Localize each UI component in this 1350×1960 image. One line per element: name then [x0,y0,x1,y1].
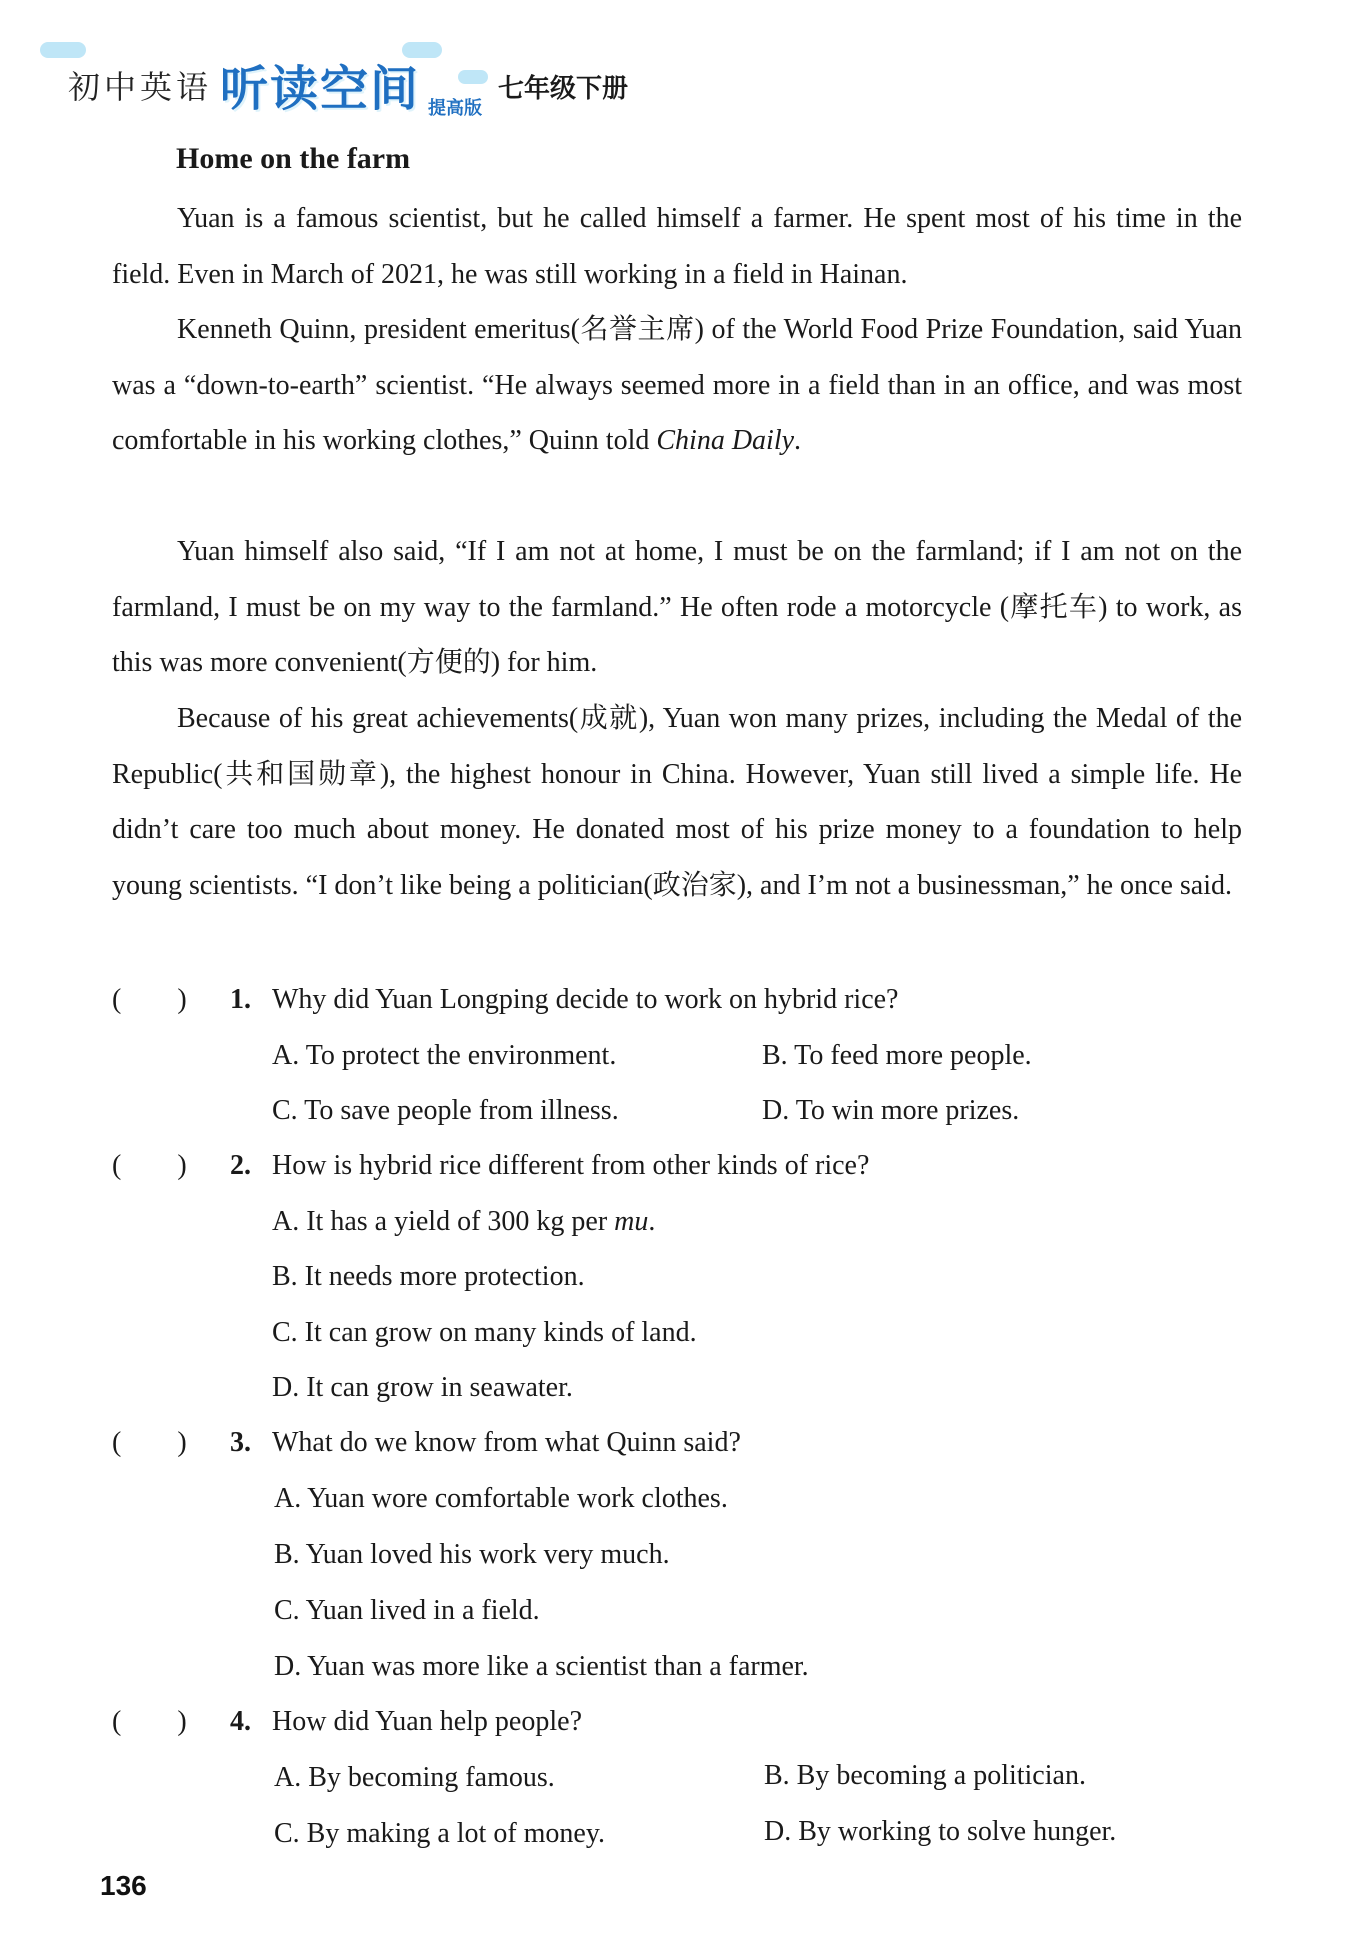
question-1 [112,972,1242,1027]
unit-mu: mu [614,1206,649,1237]
question-number: 2. [230,1150,251,1181]
option-a-end: . [648,1206,656,1237]
newspaper-name: China Daily [656,425,795,456]
option-a-text: A. It has a yield of 300 kg per [272,1206,615,1237]
option-d: D. It can grow in seawater. [272,1372,573,1403]
option-a: A. Yuan wore comfortable work clothes. [274,1483,728,1514]
option-c: C. It can grow on many kinds of land. [272,1317,697,1348]
paragraph-2-text: Kenneth Quinn, president emeritus(名誉主席) of the World Food Prize Foundation, said Yuan was a “down-to-earth” scientist. “He always seemed more in a field than in an office, and was most comfortable in his working clothes,” Quinn told [112,314,1242,456]
edition-label: 提高版 [428,98,482,119]
answer-blank[interactable]: ( ) [112,1427,187,1458]
option-b: B. By becoming a politician. [764,1760,1086,1791]
question-number: 1. [230,984,251,1015]
option-b: B. To feed more people. [762,1040,1032,1071]
question-stem: Why did Yuan Longping decide to work on hybrid rice? [272,984,899,1015]
cloud-decoration-icon [458,70,488,84]
option-c: C. By making a lot of money. [274,1818,606,1849]
question-4 [112,1694,1242,1749]
option-d: D. By working to solve hunger. [764,1816,1117,1847]
question-number: 4. [230,1706,251,1737]
series-logo: 听读空间 [220,61,421,117]
option-d: D. Yuan was more like a scientist than a farmer. [274,1651,809,1682]
option-c: C. Yuan lived in a field. [274,1595,540,1626]
option-d: D. To win more prizes. [762,1095,1020,1126]
page-number: 136 [100,1870,147,1901]
paragraph-4: Because of his great achievements(成就), Yuan won many prizes, including the Medal of the Republic(共和国勋章), the highest honour in China. However, Yuan still lived a simple life. He didn’t care too much about money. He donated most of his prize money to a foundation to help young scientists. “I don’t like being a politician(政治家), and I’m not a businessman,” he once said. [112,703,1242,901]
option-a [272,1194,655,1249]
answer-blank[interactable]: ( ) [112,1706,187,1737]
option-c: C. To save people from illness. [272,1095,619,1126]
answer-blank[interactable]: ( ) [112,1150,187,1181]
book-series-title: 初中英语 [68,68,213,106]
question-number: 3. [230,1427,251,1458]
cloud-decoration-icon [40,42,86,58]
option-b: B. Yuan loved his work very much. [274,1539,670,1570]
page-header [40,42,740,122]
option-a: A. To protect the environment. [272,1040,617,1071]
question-stem: How did Yuan help people? [272,1706,582,1737]
paragraph-2 [112,302,1242,469]
paragraph-2-end: . [794,425,802,456]
paragraph-1: Yuan is a famous scientist, but he called himself a farmer. He spent most of his time in the field. Even in March of 2021, he was still working in a field in Hainan. [112,203,1242,290]
grade-label: 七年级下册 [498,74,629,104]
question-stem: What do we know from what Quinn said? [272,1427,741,1458]
paragraph-3: Yuan himself also said, “If I am not at home, I must be on the farmland; if I am not on the farmland, I must be on my way to the farmland.” He often rode a motorcycle (摩托车) to work, as this was more convenient(方便的) for him. [112,536,1242,678]
answer-blank[interactable]: ( ) [112,984,187,1015]
question-stem: How is hybrid rice different from other kinds of rice? [272,1150,870,1181]
question-3 [112,1415,1242,1470]
option-b: B. It needs more protection. [272,1261,585,1292]
question-2 [112,1138,1242,1193]
option-a: A. By becoming famous. [274,1762,555,1793]
passage-title: Home on the farm [176,142,411,175]
